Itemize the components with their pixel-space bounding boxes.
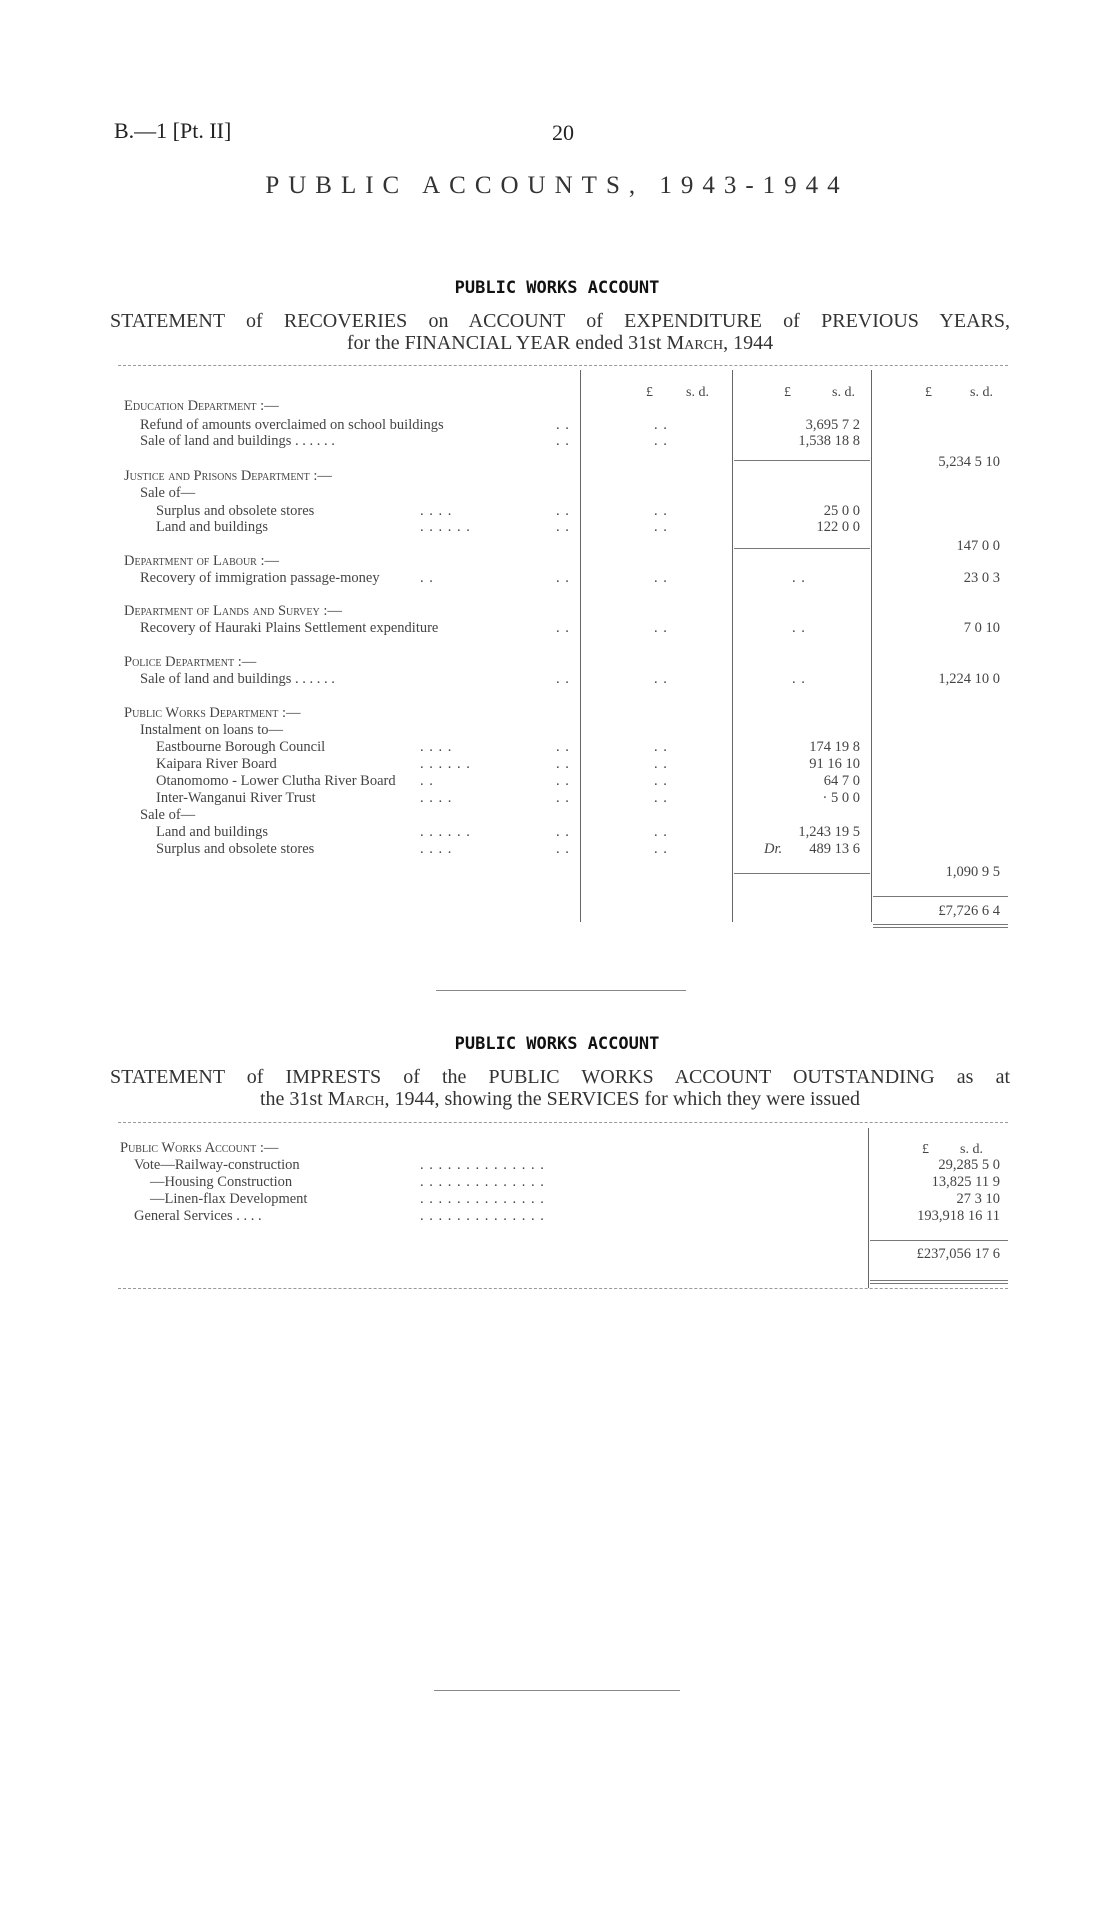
leader-dots: . . (556, 519, 570, 535)
leader-dots: . . . . . . . . . . . . . . (420, 1157, 545, 1173)
table-row-label: —Housing Construction (150, 1174, 293, 1190)
imprests-pound-header: £ (922, 1142, 929, 1157)
leader-dots: . . (654, 773, 668, 789)
leader-dots: . . (556, 671, 570, 687)
department-heading: Education Department :— (124, 398, 279, 414)
department-heading: Justice and Prisons Department :— (124, 468, 332, 484)
amount-cell: 1,224 10 0 (938, 671, 1000, 687)
leader-dots: . . . . . . . . . . . . . . (420, 1208, 545, 1224)
leader-dots: . . (556, 417, 570, 433)
imprests-grand-total: £237,056 17 6 (916, 1246, 1000, 1262)
recoveries-statement-line2: for the FINANCIAL YEAR ended 31st March, 1944 (346, 332, 774, 354)
leader-dots: . . . . . . . . . . . . . . (420, 1174, 545, 1190)
table-row-label: Inter-Wanganui River Trust (156, 790, 316, 806)
table-row-label: Sale of land and buildings . . . . . . (140, 433, 335, 449)
department-heading: Police Department :— (124, 654, 257, 670)
recoveries-grand-total: £7,726 6 4 (938, 903, 1000, 919)
table-row-label: Eastbourne Borough Council (156, 739, 326, 755)
leader-dots: . . (654, 620, 668, 636)
amount-cell: 489 13 6 (809, 841, 860, 857)
table-row-label: Instalment on loans to— (140, 722, 283, 738)
amount-cell: 1,243 19 5 (798, 824, 860, 840)
leader-dots: . . . . . . (420, 519, 471, 535)
col2-sd-header: s. d. (832, 385, 855, 400)
leader-dots: . . (556, 773, 570, 789)
table-row-label: General Services . . . . (134, 1208, 262, 1224)
page-number: 20 (552, 120, 574, 145)
leader-dots: . . (792, 570, 806, 586)
leader-dots: . . . . (420, 739, 453, 755)
leader-dots: . . (792, 671, 806, 687)
leader-dots: . . (654, 417, 668, 433)
table-row-label: Sale of land and buildings . . . . . . (140, 671, 335, 687)
leader-dots: . . (654, 433, 668, 449)
leader-dots: . . (654, 570, 668, 586)
amount-cell: 13,825 11 9 (931, 1174, 1000, 1190)
amount-cell: 174 19 8 (809, 739, 860, 755)
leader-dots: . . (556, 756, 570, 772)
leader-dots: . . (420, 570, 434, 586)
debit-prefix: Dr. (764, 841, 783, 857)
col3-sd-header: s. d. (970, 385, 993, 400)
imprests-sd-header: s. d. (960, 1142, 983, 1157)
table-row-label: Sale of— (140, 485, 196, 501)
leader-dots: . . (792, 620, 806, 636)
table-row-label: Recovery of Hauraki Plains Settlement expenditure (140, 620, 439, 636)
imprests-heading: PUBLIC WORKS ACCOUNT (454, 1034, 660, 1054)
leader-dots: . . (556, 739, 570, 755)
amount-cell: 29,285 5 0 (938, 1157, 1000, 1173)
leader-dots: . . . . (420, 503, 453, 519)
leader-dots: . . (654, 671, 668, 687)
table-row-label: Recovery of immigration passage-money (140, 570, 380, 586)
page-end-rule (434, 1690, 680, 1691)
amount-cell: 23 0 3 (963, 570, 1000, 586)
department-heading: Department of Lands and Survey :— (124, 603, 342, 619)
total-double-rule (870, 1283, 1008, 1284)
total-rule (870, 1240, 1008, 1241)
col1-pound-header: £ (646, 385, 653, 400)
col1-sd-header: s. d. (686, 385, 709, 400)
imprests-statement-line2: the 31st March, 1944, showing the SERVICES for which they were issued (259, 1088, 861, 1110)
education-subtotal: 5,234 5 10 (938, 454, 1000, 470)
leader-dots: . . (654, 824, 668, 840)
table-row-label: Surplus and obsolete stores (156, 503, 315, 519)
account-heading: Public Works Account :— (120, 1140, 279, 1156)
table-row-label: Vote—Railway-construction (134, 1157, 300, 1173)
leader-dots: . . (654, 519, 668, 535)
amount-cell: 64 7 0 (823, 773, 860, 789)
amount-cell: 122 0 0 (816, 519, 860, 535)
amount-cell: 91 16 10 (809, 756, 860, 772)
leader-dots: . . . . . . . . . . . . . . (420, 1191, 545, 1207)
leader-dots: . . . . . . (420, 824, 471, 840)
amount-cell: 7 0 10 (963, 620, 1000, 636)
public-works-subtotal: 1,090 9 5 (945, 864, 1000, 880)
department-heading: Department of Labour :— (124, 553, 280, 569)
col2-pound-header: £ (784, 385, 791, 400)
table-row-label: Sale of— (140, 807, 196, 823)
leader-dots: . . . . (420, 841, 453, 857)
total-double-rule (870, 1280, 1008, 1281)
leader-dots: . . . . (420, 790, 453, 806)
leader-dots: . . (556, 570, 570, 586)
leader-dots: . . (654, 503, 668, 519)
amount-cell: 3,695 7 2 (805, 417, 860, 433)
table-bottom-rule (118, 1288, 1008, 1289)
table-row-label: Land and buildings (156, 824, 268, 840)
leader-dots: . . (654, 790, 668, 806)
leader-dots: . . (556, 824, 570, 840)
recoveries-statement-line1: STATEMENT of RECOVERIES on ACCOUNT of EXPENDITURE of PREVIOUS YEARS, (110, 310, 1010, 332)
column-divider (868, 1128, 869, 1288)
leader-dots: . . (556, 503, 570, 519)
col3-pound-header: £ (925, 385, 932, 400)
recoveries-heading: PUBLIC WORKS ACCOUNT (454, 278, 660, 298)
table-row-label: Otanomomo - Lower Clutha River Board (156, 773, 396, 789)
document-reference: B.—1 [Pt. II] (114, 118, 232, 143)
amount-cell: 27 3 10 (956, 1191, 1000, 1207)
table-row-label: Kaipara River Board (156, 756, 277, 772)
leader-dots: . . (654, 756, 668, 772)
leader-dots: . . (556, 433, 570, 449)
table-row-label: Surplus and obsolete stores (156, 841, 315, 857)
department-heading: Public Works Department :— (124, 705, 301, 721)
leader-dots: . . (420, 773, 434, 789)
table-row-label: Land and buildings (156, 519, 268, 535)
amount-cell: · 5 0 0 (822, 790, 860, 806)
leader-dots: . . (556, 841, 570, 857)
table-row-label: —Linen-flax Development (150, 1191, 308, 1207)
leader-dots: . . (556, 620, 570, 636)
amount-cell: 193,918 16 11 (917, 1208, 1000, 1224)
leader-dots: . . (654, 841, 668, 857)
leader-dots: . . (556, 790, 570, 806)
justice-subtotal: 147 0 0 (956, 538, 1000, 554)
table-top-rule (118, 1122, 1008, 1123)
table-row-label: Refund of amounts overclaimed on school buildings (140, 417, 444, 433)
leader-dots: . . (654, 739, 668, 755)
amount-cell: 1,538 18 8 (798, 433, 860, 449)
amount-cell: 25 0 0 (823, 503, 860, 519)
leader-dots: . . . . . . (420, 756, 471, 772)
page-title: PUBLIC ACCOUNTS, 1943-1944 (265, 172, 849, 199)
imprests-statement-line1: STATEMENT of IMPRESTS of the PUBLIC WORKS ACCOUNT OUTSTANDING as at (110, 1066, 1010, 1088)
